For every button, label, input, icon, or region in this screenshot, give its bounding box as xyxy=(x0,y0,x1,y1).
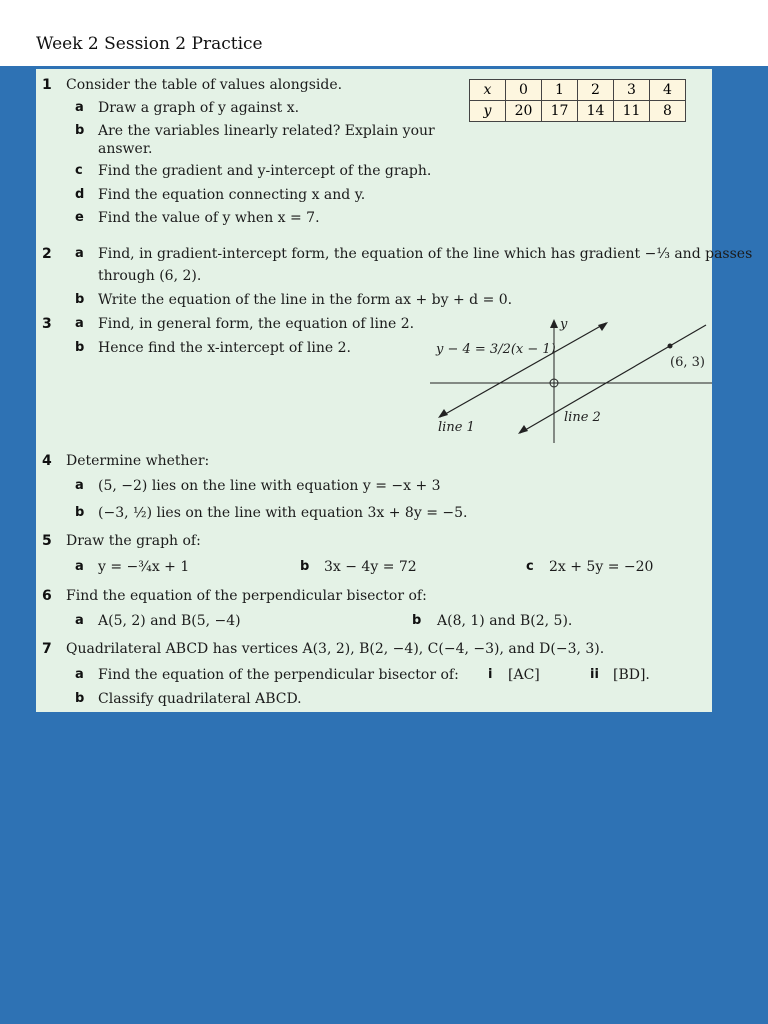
table-row xyxy=(470,80,686,101)
part-label: b xyxy=(75,123,85,138)
question-number: 7 xyxy=(42,641,52,657)
values-table xyxy=(469,79,686,122)
question-number: 5 xyxy=(42,533,52,549)
part-label: b xyxy=(75,292,85,307)
subpart-label: i xyxy=(488,667,493,682)
table-header-cell: y xyxy=(470,101,506,122)
part-label: b xyxy=(412,613,422,628)
part-text: A(5, 2) and B(5, −4) xyxy=(98,613,241,629)
part-label: a xyxy=(75,246,84,261)
part-text: A(8, 1) and B(2, 5). xyxy=(437,613,573,629)
subpart-text: [BD]. xyxy=(613,667,650,683)
y-axis-label: y xyxy=(560,317,568,332)
question-number: 1 xyxy=(42,77,52,93)
part-text: Find the gradient and y-intercept of the graph. xyxy=(98,163,432,179)
question-stem: Consider the table of values alongside. xyxy=(66,77,343,93)
table-cell: 8 xyxy=(650,101,686,122)
question-stem: Draw the graph of: xyxy=(66,533,201,549)
line-1 xyxy=(440,323,606,417)
part-text: 2x + 5y = −20 xyxy=(549,559,654,575)
line-1-arrow-icon xyxy=(438,409,448,418)
part-label: b xyxy=(75,340,85,355)
header-strip xyxy=(0,0,768,66)
part-label: b xyxy=(75,505,85,520)
table-row xyxy=(470,101,686,122)
table-cell: 2 xyxy=(578,80,614,101)
part-text: Find the equation of the perpendicular bisector of: xyxy=(98,667,459,683)
part-label: d xyxy=(75,187,85,202)
line-2-arrow-icon xyxy=(518,425,528,434)
part-text: Hence find the x-intercept of line 2. xyxy=(98,340,351,356)
table-cell: 14 xyxy=(578,101,614,122)
part-label: b xyxy=(300,559,310,574)
part-label: e xyxy=(75,210,84,225)
line-1-label: line 1 xyxy=(438,420,475,435)
part-label: a xyxy=(75,613,84,628)
line-graph xyxy=(430,317,714,447)
table-cell: 17 xyxy=(542,101,578,122)
table-cell: 4 xyxy=(650,80,686,101)
part-text: (5, −2) lies on the line with equation y = −x + 3 xyxy=(98,478,441,494)
table-cell: 3 xyxy=(614,80,650,101)
question-stem: Determine whether: xyxy=(66,453,210,469)
question-stem: Find the equation of the perpendicular bisector of: xyxy=(66,588,427,604)
table-cell: 11 xyxy=(614,101,650,122)
question-stem: Quadrilateral ABCD has vertices A(3, 2), B(2, −4), C(−4, −3), and D(−3, 3). xyxy=(66,641,605,657)
part-text: Draw a graph of y against x. xyxy=(98,100,300,116)
question-number: 4 xyxy=(42,453,52,469)
table-cell: 1 xyxy=(542,80,578,101)
part-label: c xyxy=(75,163,83,178)
line-2-label: line 2 xyxy=(564,410,601,425)
part-label: b xyxy=(75,691,85,706)
part-text: Write the equation of the line in the form ax + by + d = 0. xyxy=(98,292,513,308)
line-1-arrow-icon xyxy=(598,322,608,331)
part-text-continued: through (6, 2). xyxy=(98,268,202,284)
table-cell: 0 xyxy=(506,80,542,101)
part-text: Find the value of y when x = 7. xyxy=(98,210,320,226)
point-label: (6, 3) xyxy=(670,355,705,370)
table-cell: 20 xyxy=(506,101,542,122)
y-axis-arrow-icon xyxy=(550,319,558,328)
question-number: 2 xyxy=(42,246,52,262)
part-text: y = −¾x + 1 xyxy=(98,559,190,575)
part-label: a xyxy=(75,478,84,493)
part-text: (−3, ½) lies on the line with equation 3x + 8y = −5. xyxy=(98,505,468,521)
page-title: Week 2 Session 2 Practice xyxy=(36,34,263,54)
subpart-label: ii xyxy=(590,667,599,682)
part-label: c xyxy=(526,559,534,574)
line-1-equation: y − 4 = 3/2(x − 1) xyxy=(436,342,556,357)
part-label: a xyxy=(75,559,84,574)
table-header-cell: x xyxy=(470,80,506,101)
part-text-continued: answer. xyxy=(98,141,153,157)
question-number: 6 xyxy=(42,588,52,604)
part-text: Find, in gradient-intercept form, the equation of the line which has gradient −⅓ and passes xyxy=(98,246,753,262)
part-text: Classify quadrilateral ABCD. xyxy=(98,691,302,707)
subpart-text: [AC] xyxy=(508,667,540,683)
part-text: Are the variables linearly related? Explain your xyxy=(98,123,435,139)
part-text: 3x − 4y = 72 xyxy=(324,559,417,575)
part-label: a xyxy=(75,100,84,115)
part-label: a xyxy=(75,316,84,331)
question-number: 3 xyxy=(42,316,52,332)
part-label: a xyxy=(75,667,84,682)
part-text: Find, in general form, the equation of line 2. xyxy=(98,316,415,332)
part-text: Find the equation connecting x and y. xyxy=(98,187,366,203)
point-marker xyxy=(668,344,673,349)
